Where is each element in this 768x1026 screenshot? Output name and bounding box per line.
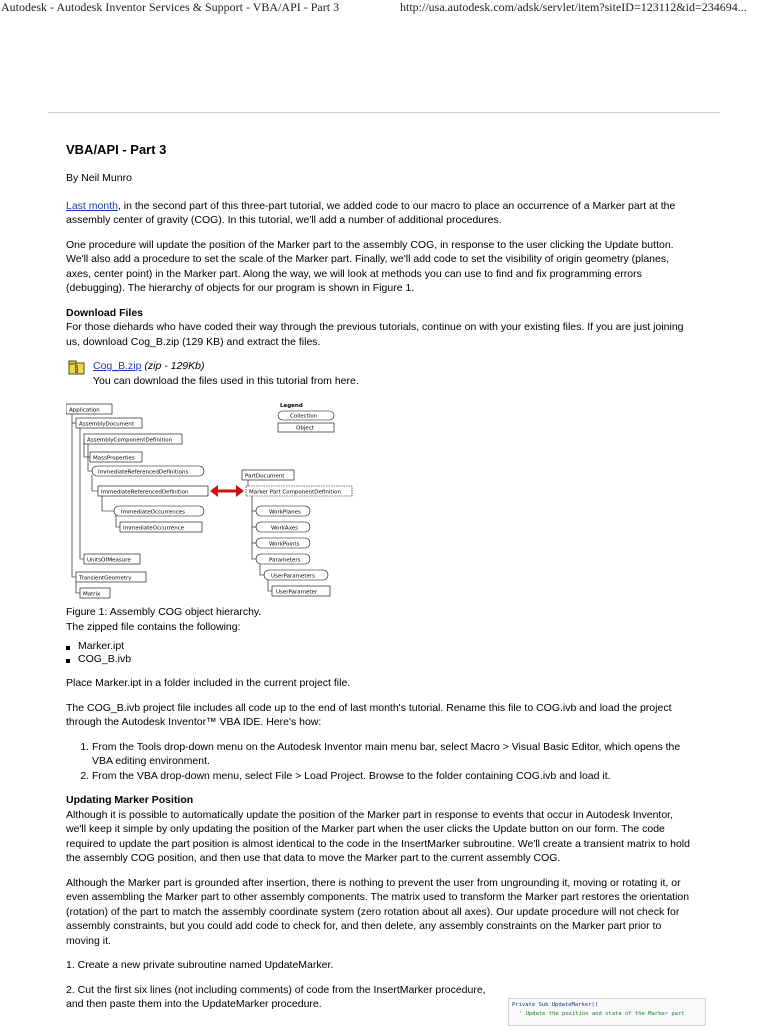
node-parameters [256,554,310,564]
node-transient-geometry-label: TransientGeometry [79,575,132,582]
object-hierarchy-figure [66,399,366,603]
node-matrix [80,588,110,598]
node-immediate-referenced-definition [98,486,208,496]
node-application [66,404,112,414]
last-month-link[interactable]: Last month [66,199,118,212]
right-nodes [242,470,352,596]
print-header-title: Autodesk - Autodesk Inventor Services & Support - VBA/API - Part 3 [1,0,340,14]
legend [278,403,334,432]
node-immediate-occurrence [120,522,202,532]
step-two: 2. Cut the first six lines (not including comments) of code from the InsertMarker procedure, and then paste them into the UpdateMarker procedure. [66,983,486,1010]
bullet-icon [66,646,70,650]
legend-collection-label: Collection [290,413,318,420]
node-immediate-occurrences [114,506,204,516]
node-work-axes [256,522,310,532]
bullet-icon [66,659,70,663]
legend-object-label: Object [296,425,314,432]
node-acd-label: AssemblyComponentDefinition [87,437,173,444]
print-header [0,0,768,16]
node-io-label: ImmediateOccurrence [123,525,185,532]
file-name: Marker.ipt [78,640,125,652]
node-assembly-document [76,418,142,428]
print-header-url: http://usa.autodesk.com/adsk/servlet/item?siteID=123112&id=234694... [400,0,747,14]
header-divider [48,112,720,113]
code-line: Private Sub UpdateMarker() [512,1002,599,1008]
node-immediate-referenced-definitions [92,466,204,476]
download-item [66,359,690,389]
code-comment-line: ' Update the position and state of the Marker part [519,1011,685,1017]
byline: By Neil Munro [66,172,132,184]
node-marker-part-component-definition [246,486,352,496]
download-paragraph: For those diehards who have coded their way through the previous tutorials, continue on with your existing files. If you are just joining us, download Cog_B.zip (129 KB) and extract the files. [66,321,684,348]
load-project-steps [66,740,690,784]
hierarchy-diagram [66,399,366,603]
place-instructions: Place Marker.ipt in a folder included in the current project file. [66,677,351,689]
node-work-points [256,538,310,548]
node-io-collection-label: ImmediateOccurrences [121,509,185,516]
list-item: 1. From the Tools drop-down menu on the Autodesk Inventor main menu bar, select Macro > Visual Basic Editor, which opens the VBA editing environment. [92,740,690,769]
project-file-paragraph: The COG_B.ivb project file includes all code up to the end of last month's tutorial. Rename this file to COG.ivb and load the project through the Autodesk Inventor™ VBA IDE. Here's how: [66,701,672,728]
node-mass-properties-label: MassProperties [93,455,135,462]
updating-heading: Updating Marker Position [66,794,194,806]
relationship-arrow [210,485,244,497]
step-one: 1. Create a new private subroutine named UpdateMarker. [66,959,334,971]
code-screenshot [508,998,706,1026]
download-description: You can download the files used in this tutorial from here. [93,375,359,387]
figure-caption: Figure 1: Assembly COG object hierarchy. [66,606,262,618]
page-title: VBA/API - Part 3 [66,142,167,157]
intro-paragraph [66,199,690,228]
node-part-document-label: PartDocument [245,473,285,480]
left-nodes [66,404,208,598]
article-body [66,142,690,1022]
zipped-file-list [66,640,690,666]
node-ird-collection-label: ImmediateReferencedDefinitions [98,469,189,476]
node-user-parameters-label: UserParameters [271,573,316,580]
node-assembly-document-label: AssemblyDocument [79,421,135,428]
node-user-parameter-label: UserParameter [276,589,318,596]
list-item [66,640,690,653]
node-work-planes [256,506,310,516]
grounded-paragraph: Although the Marker part is grounded after insertion, there is nothing to prevent the user from ungrounding it, moving or rotating it, or even assembling the Marker part to other assembly components. The matrix used to transform the Marker part restores the orientation (rotation) of the part to match the assembly coordinate system (zero rotation about all axes). Our update procedure will not check for assembly constraints, but you could add code to check for, and then delete, any assembly constraints on the Marker part prior to moving it. [66,876,690,947]
overview-paragraph: One procedure will update the position of the Marker part to the assembly COG, in response to the user clicking the Update button. We'll also add a procedure to set the scale of the Marker part. Finally, we'll add code to set the visibility of origin geometry (planes, axes, center point) in the Marker part. Along the way, we will look at methods you can use to find and fix programming errors (debugging). The hierarchy of objects for our program is shown in Figure 1. [66,238,674,294]
node-assembly-component-definition [84,434,182,444]
list-item [66,653,690,666]
node-work-axes-label: WorkAxes [271,525,299,532]
node-units-of-measure [84,554,140,564]
node-work-points-label: WorkPoints [269,541,300,548]
download-meta: (zip - 129Kb) [144,360,205,372]
intro-text: , in the second part of this three-part tutorial, we added code to our macro to place an occurrence of a Marker part at the assembly center of gravity (COG). In this tutorial, we'll add a number of additional procedures. [66,199,676,226]
file-name: COG_B.ivb [78,653,132,665]
download-heading: Download Files [66,306,144,319]
zipped-contents-intro: The zipped file contains the following: [66,620,241,633]
node-marker-pcd-label: Marker Part ComponentDefinition [249,489,341,496]
node-work-planes-label: WorkPlanes [269,509,301,516]
list-item: 2. From the VBA drop-down menu, select File > Load Project. Browse to the folder containing COG.ivb and load it. [92,769,690,784]
node-part-document [242,470,294,480]
legend-title: Legend [280,403,303,409]
node-transient-geometry [76,572,146,582]
updating-paragraph: Although it is possible to automatically update the position of the Marker part in response to events that occur in Autodesk Inventor, we'll keep it simple by only updating the position of the Marker part when the user clicks the Update button on our form. The code required to update the part position is almost identical to the code in the InsertMarker subroutine. We'll create a transient matrix to hold the assembly COG position, and then use that data to move the Marker part to the current assembly COG. [66,808,690,864]
node-units-label: UnitsOfMeasure [87,557,131,564]
node-matrix-label: Matrix [83,591,101,598]
zip-file-icon [68,360,86,376]
node-mass-properties [90,452,142,462]
node-application-label: Application [69,407,100,414]
node-ird-label: ImmediateReferencedDefinition [101,489,189,496]
node-parameters-label: Parameters [269,557,301,564]
node-user-parameter [272,586,330,596]
cog-b-zip-link[interactable]: Cog_B.zip [93,360,142,372]
download-link-row [93,359,204,374]
node-user-parameters [264,570,328,580]
